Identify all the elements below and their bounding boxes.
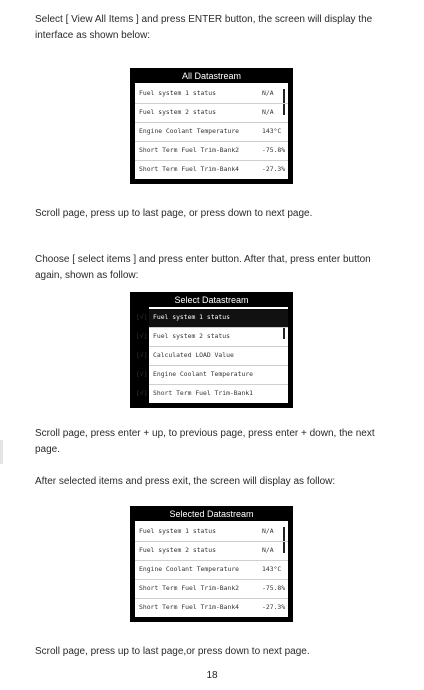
checkbox[interactable]: [√] [136,313,148,321]
list-item[interactable] [136,385,288,403]
item-value: -75.8% [262,146,286,154]
item-name: Engine Coolant Temperature [139,127,240,135]
item-name: Engine Coolant Temperature [153,370,254,378]
screen-title: All Datastream [181,71,242,81]
page-number: 18 [206,670,218,681]
all-datastream-screen [130,68,293,184]
item-name: Calculated LOAD Value [153,351,234,359]
list-item[interactable] [135,580,288,599]
checkbox[interactable]: [√] [136,351,148,359]
item-value: N/A [262,527,274,535]
list-item[interactable] [135,142,288,161]
screen-body [136,307,288,403]
item-value: N/A [262,108,274,116]
scroll-instruction-3: Scroll page, press up to last page,or press down to next page. [35,646,310,657]
screen-title: Selected Datastream [169,509,254,519]
scroll-instruction-2: Scroll page, press enter + up, to previous page, press enter + down, the next page. [35,428,375,455]
list-item-selected[interactable] [136,309,288,328]
screen-body [135,83,288,179]
choose-paragraph: Choose [ select items ] and press enter button. After that, press enter button again, shown as follow: [35,254,371,281]
screen-body [135,521,288,617]
scroll-instruction-1: Scroll page, press up to last page, or press down to next page. [35,208,313,219]
item-name: Short Term Fuel Trim-Bank4 [139,165,240,173]
margin-mark [0,440,3,464]
item-name: Fuel system 2 status [153,332,230,340]
list-item[interactable] [135,161,288,179]
screen-title: Select Datastream [174,295,249,305]
checkbox[interactable]: [√] [136,370,148,378]
item-name: Short Term Fuel Trim-Bank2 [139,146,240,154]
item-name: Fuel system 1 status [139,89,216,97]
list-item[interactable] [135,85,288,104]
select-datastream-screen [130,292,293,408]
list-item[interactable] [136,366,288,385]
item-name: Fuel system 2 status [139,546,216,554]
item-name: Fuel system 2 status [139,108,216,116]
list-item[interactable] [135,123,288,142]
item-value: N/A [262,546,274,554]
checkbox[interactable]: [√] [136,389,148,397]
list-item[interactable] [136,328,288,347]
list-item[interactable] [135,523,288,542]
intro-paragraph: Select [ View All Items ] and press ENTER button, the screen will display the interface as shown below: [35,14,373,41]
list-item[interactable] [135,561,288,580]
list-item[interactable] [135,104,288,123]
item-name: Fuel system 1 status [139,527,216,535]
checkbox[interactable]: [√] [136,332,148,340]
item-value: -27.3% [262,165,286,173]
list-item[interactable] [136,347,288,366]
list-item[interactable] [135,599,288,617]
item-name: Fuel system 1 status [153,313,230,321]
item-name: Engine Coolant Temperature [139,565,240,573]
selected-datastream-screen [130,506,293,622]
item-value: N/A [262,89,274,97]
list-item[interactable] [135,542,288,561]
item-value: -75.8% [262,584,286,592]
item-value: -27.3% [262,603,286,611]
item-name: Short Term Fuel Trim-Bank1 [153,389,254,397]
item-name: Short Term Fuel Trim-Bank2 [139,584,240,592]
item-name: Short Term Fuel Trim-Bank4 [139,603,240,611]
item-value: 143°C [262,565,282,573]
item-value: 143°C [262,127,282,135]
after-selected-paragraph: After selected items and press exit, the screen will display as follow: [35,476,336,487]
